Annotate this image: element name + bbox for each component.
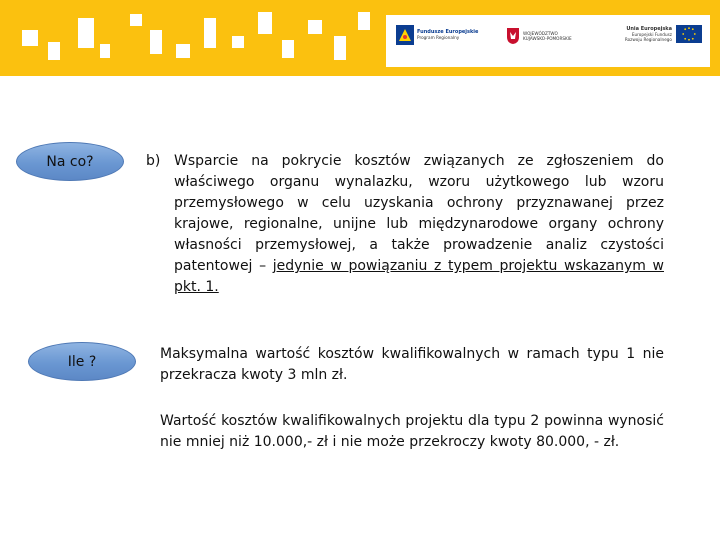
item-b-marker: b) xyxy=(146,153,161,169)
wojewodztwo-kujawsko-pomorskie-logo xyxy=(506,27,579,45)
decorative-square xyxy=(334,36,346,60)
decorative-square xyxy=(150,30,162,54)
logo-subtitle: Europejski Fundusz Rozwoju Regionalnego xyxy=(624,31,672,42)
decorative-square xyxy=(308,20,322,34)
item-b-text-underlined: jedynie w powiązaniu z typem projektu wskazanym w pkt. 1. xyxy=(174,258,664,295)
eu-flag-icon xyxy=(676,25,702,43)
decorative-square xyxy=(176,44,190,58)
logo-subtitle: Program Regionalny xyxy=(417,35,460,40)
decorative-square xyxy=(282,40,294,58)
item-b-text xyxy=(174,151,664,298)
coat-of-arms-icon xyxy=(506,27,520,45)
label-text: Na co? xyxy=(46,153,94,170)
decorative-square xyxy=(48,42,60,60)
logo-title: WOJEWÓDZTWO KUJAWSKO-POMORSKIE xyxy=(523,31,572,41)
logo-title: Fundusze Europejskie xyxy=(417,29,479,35)
decorative-square xyxy=(232,36,244,48)
item-b-text-separator: – xyxy=(252,258,273,274)
decorative-square xyxy=(130,14,142,26)
decorative-square xyxy=(204,18,216,48)
logo-strip xyxy=(386,15,710,67)
decorative-square xyxy=(358,12,370,30)
eu-flag-logo xyxy=(616,25,702,43)
label-na-co xyxy=(16,142,124,181)
decorative-square xyxy=(22,30,38,46)
label-ile xyxy=(28,342,136,381)
decorative-square xyxy=(100,44,110,58)
item-b-text-plain: Wsparcie na pokrycie kosztów związanych ze zgłoszeniem do właściwego organu wynalazku, wzoru użytkowego lub wzoru przemysłowego w celu uzyskania ochrony przyznawanej przez krajowe, regionalne, unijne lub międzynarodowe organy ochrony własności przemysłowej, a także prowadzenie analiz czystości patentowej xyxy=(174,153,664,274)
header-banner xyxy=(0,0,720,76)
logo-title: Unia Europejska xyxy=(626,25,672,32)
fundusze-europejskie-icon xyxy=(396,25,414,45)
decorative-square xyxy=(78,18,94,48)
paragraph-type-2-value: Wartość kosztów kwalifikowalnych projektu dla typu 2 powinna wynosić nie mniej niż 10.000,- zł i nie może przekroczy kwoty 80.000, - zł. xyxy=(160,413,664,450)
decorative-square xyxy=(258,12,272,34)
fundusze-europejskie-logo xyxy=(396,25,478,45)
paragraph-max-value: Maksymalna wartość kosztów kwalifikowalnych w ramach typu 1 nie przekracza kwoty 3 mln zł. xyxy=(160,346,664,383)
label-text: Ile ? xyxy=(67,353,97,370)
